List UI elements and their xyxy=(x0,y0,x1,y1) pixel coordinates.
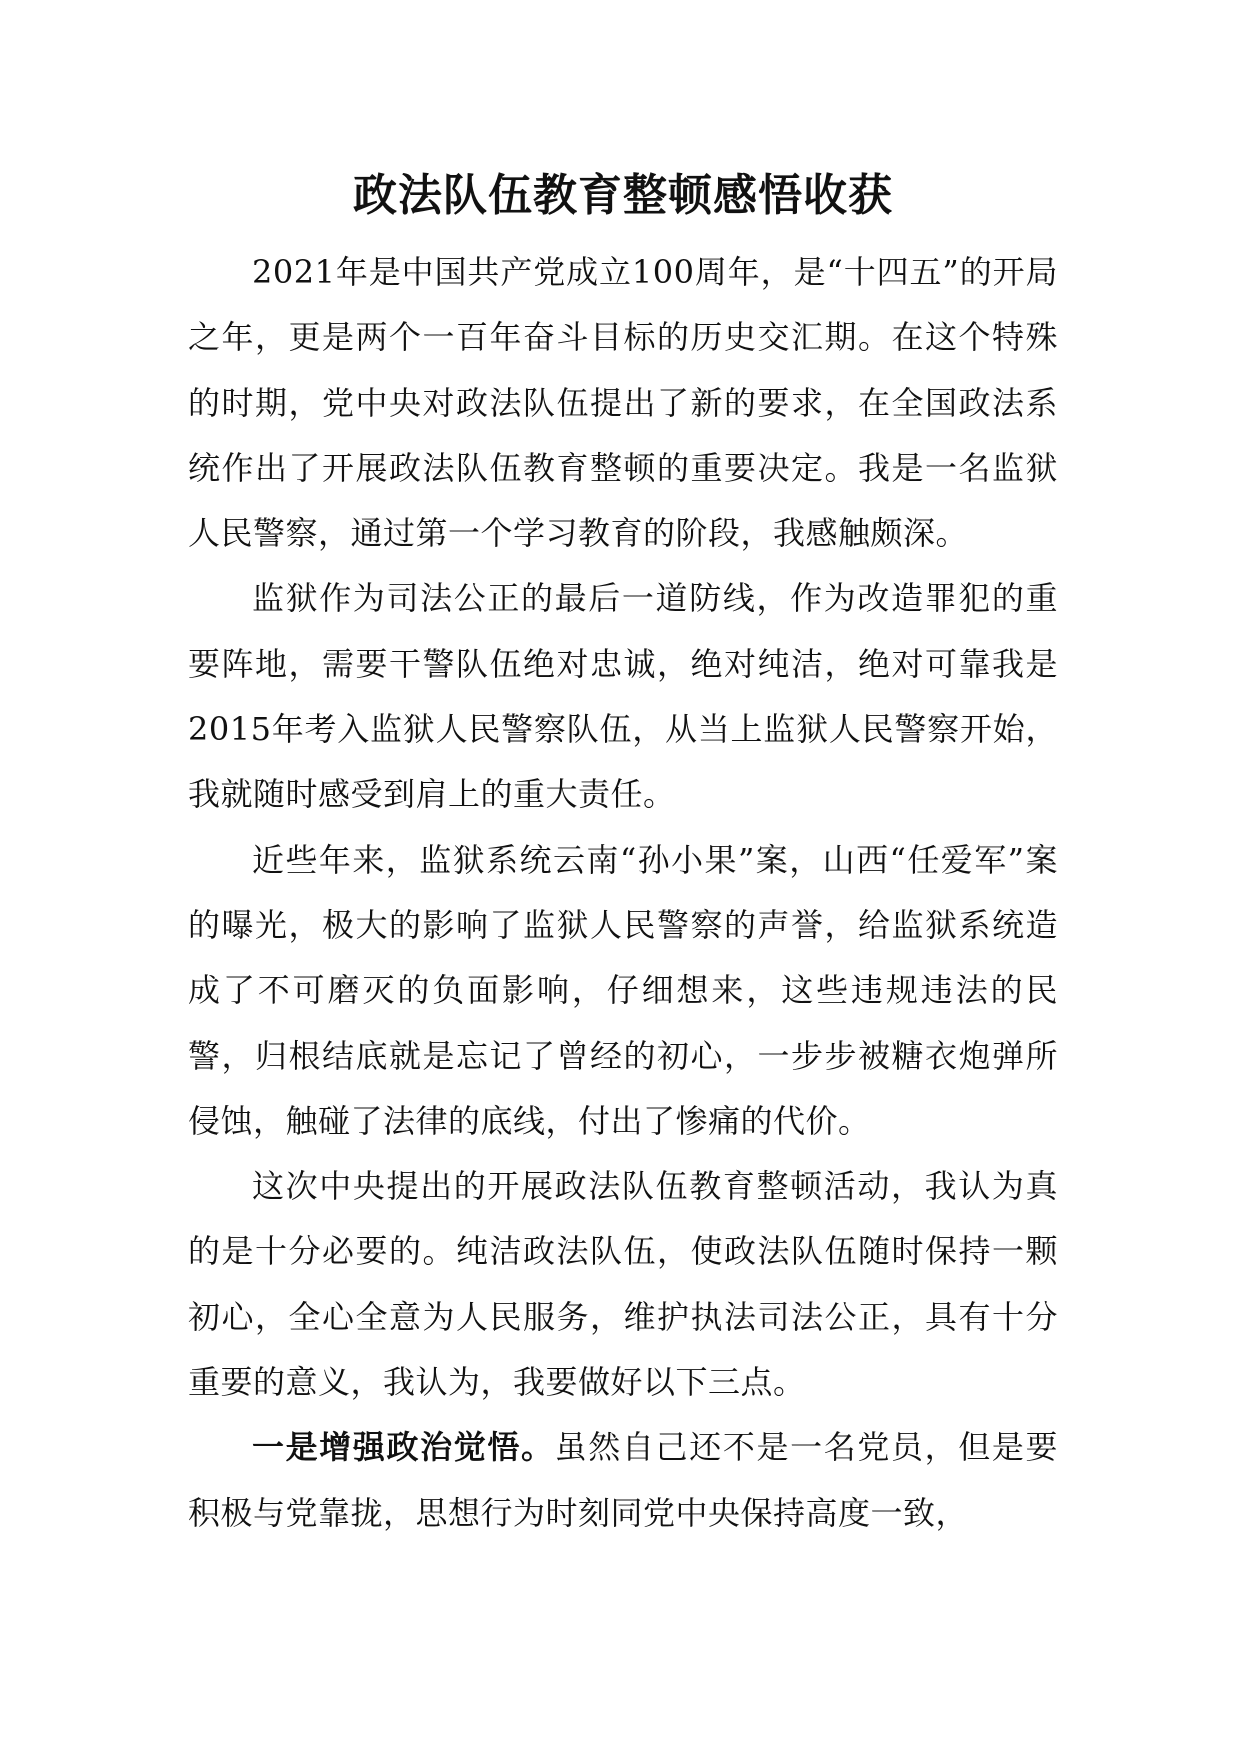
paragraph-text: 监狱作为司法公正的最后一道防线，作为改造罪犯的重要阵地，需要干警队伍绝对忠诚，绝对纯洁，绝对可靠我是2015年考入监狱人民警察队伍，从当上监狱人民警察开始，我就随时感受到肩上的重大责任。 xyxy=(188,579,1058,814)
document-page xyxy=(188,160,1058,1546)
paragraph-text: 2021年是中国共产党成立100周年，是“十四五”的开局之年，更是两个一百年奋斗目标的历史交汇期。在这个特殊的时期，党中央对政法队伍提出了新的要求，在全国政法系统作出了开展政法队伍教育整顿的重要决定。我是一名监狱人民警察，通过第一个学习教育的阶段，我感触颇深。 xyxy=(188,253,1058,553)
document-title: 政法队伍教育整顿感悟收获 xyxy=(353,170,893,221)
paragraph-5 xyxy=(188,1415,1058,1546)
paragraph-text: 近些年来，监狱系统云南“孙小果”案，山西“任爱军”案的曝光，极大的影响了监狱人民警察的声誉，给监狱系统造成了不可磨灭的负面影响，仔细想来，这些违规违法的民警，归根结底就是忘记了曾经的初心，一步步被糖衣炮弹所侵蚀，触碰了法律的底线，付出了惨痛的代价。 xyxy=(188,840,1058,1140)
paragraph-text: 虽然自己还不是一名党员，但是要积极与党靠拢，思想行为时刻同党中央保持高度一致， xyxy=(188,1428,1058,1532)
paragraph-3 xyxy=(188,828,1058,1154)
paragraph-lead: 一是增强政治觉悟。 xyxy=(252,1428,555,1467)
paragraph-text: 这次中央提出的开展政法队伍教育整顿活动，我认为真的是十分必要的。纯洁政法队伍，使政法队伍随时保持一颗初心，全心全意为人民服务，维护执法司法公正，具有十分重要的意义，我认为，我要做好以下三点。 xyxy=(188,1167,1058,1402)
paragraph-4 xyxy=(188,1154,1058,1415)
paragraph-2 xyxy=(188,566,1058,827)
paragraph-1 xyxy=(188,240,1058,566)
